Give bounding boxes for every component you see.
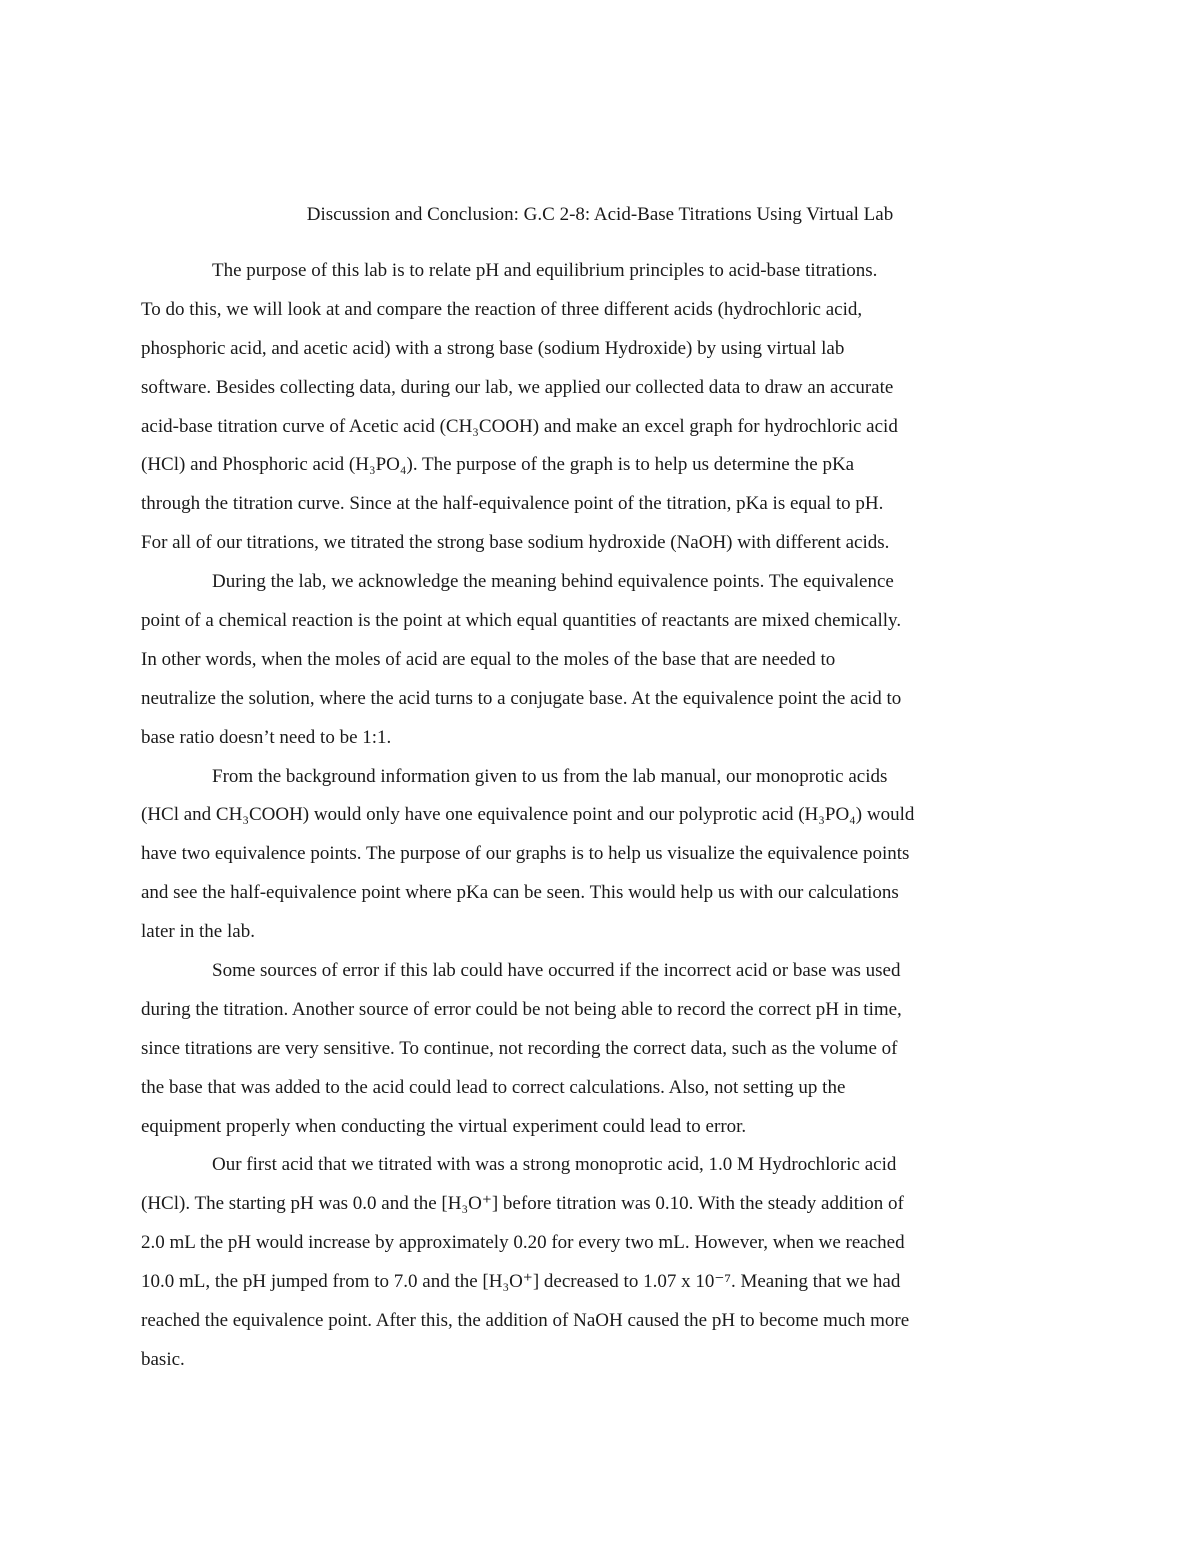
paragraph-1-line-1: The purpose of this lab is to relate pH and equilibrium principles to acid-base titrations. (212, 260, 878, 281)
paragraph-5-line-4: 10.0 mL, the pH jumped from to 7.0 and the [H₃O⁺] decreased to 1.07 x 10⁻⁷. Meaning that we had (141, 1271, 901, 1293)
paragraph-4-line-1: Some sources of error if this lab could have occurred if the incorrect acid or base was used (212, 960, 901, 982)
paragraph-4-line-3: since titrations are very sensitive. To continue, not recording the correct data, such as the volume of (141, 1037, 898, 1059)
paragraph-1-line-7: through the titration curve. Since at the half-equivalence point of the titration, pKa is equal to pH. (141, 493, 884, 515)
paragraph-5-line-5: reached the equivalence point. After this, the addition of NaOH caused the pH to become much more (141, 1310, 910, 1332)
paragraph-5-line-1: Our first acid that we titrated with was a strong monoprotic acid, 1.0 M Hydrochloric acid (212, 1154, 897, 1176)
paragraph-1-line-8: For all of our titrations, we titrated the strong base sodium hydroxide (NaOH) with different acids. (141, 532, 890, 554)
paragraph-1-line-2: To do this, we will look at and compare the reaction of three different acids (hydrochloric acid, (141, 298, 863, 320)
paragraph-3-line-2: (HCl and CH₃COOH) would only have one equivalence point and our polyprotic acid (H₃PO₄) would (141, 804, 915, 826)
paragraph-5-line-3: 2.0 mL the pH would increase by approximately 0.20 for every two mL. However, when we reached (141, 1232, 905, 1254)
paragraph-2-line-2: point of a chemical reaction is the point at which equal quantities of reactants are mixed chemically. (141, 610, 902, 632)
paragraph-1-line-5: acid-base titration curve of Acetic acid (CH₃COOH) and make an excel graph for hydrochloric acid (141, 415, 898, 437)
paragraph-3-line-3: have two equivalence points. The purpose of our graphs is to help us visualize the equivalence points (141, 843, 910, 865)
paragraph-1-line-6: (HCl) and Phosphoric acid (H₃PO₄). The purpose of the graph is to help us determine the pKa (141, 454, 855, 476)
paragraph-1-line-3: phosphoric acid, and acetic acid) with a strong base (sodium Hydroxide) by using virtual lab (141, 337, 845, 359)
paragraph-2-line-4: neutralize the solution, where the acid turns to a conjugate base. At the equivalence point the acid to (141, 687, 902, 709)
paragraph-2-line-3: In other words, when the moles of acid are equal to the moles of the base that are needed to (141, 648, 836, 670)
paragraph-3-line-1: From the background information given to us from the lab manual, our monoprotic acids (212, 765, 888, 787)
paragraph-5-line-6: basic. (141, 1348, 185, 1370)
paragraph-2-line-5: base ratio doesn’t need to be 1:1. (141, 726, 392, 748)
paragraph-4-line-2: during the titration. Another source of error could be not being able to record the correct pH in time, (141, 998, 902, 1020)
paragraph-3-line-4: and see the half-equivalence point where pKa can be seen. This would help us with our calculations (141, 882, 899, 904)
paragraph-1-line-4: software. Besides collecting data, during our lab, we applied our collected data to draw an accurate (141, 376, 894, 398)
paragraph-3-line-5: later in the lab. (141, 921, 255, 943)
paragraph-4-line-4: the base that was added to the acid could lead to correct calculations. Also, not setting up the (141, 1076, 846, 1098)
paragraph-4-line-5: equipment properly when conducting the virtual experiment could lead to error. (141, 1115, 747, 1137)
document-title: Discussion and Conclusion: G.C 2-8: Acid-Base Titrations Using Virtual Lab (306, 204, 894, 225)
document-body (141, 259, 1061, 1387)
paragraph-5-line-2: (HCl). The starting pH was 0.0 and the [H₃O⁺] before titration was 0.10. With the steady addition of (141, 1193, 904, 1215)
paragraph-2-line-1: During the lab, we acknowledge the meaning behind equivalence points. The equivalence (212, 571, 894, 593)
